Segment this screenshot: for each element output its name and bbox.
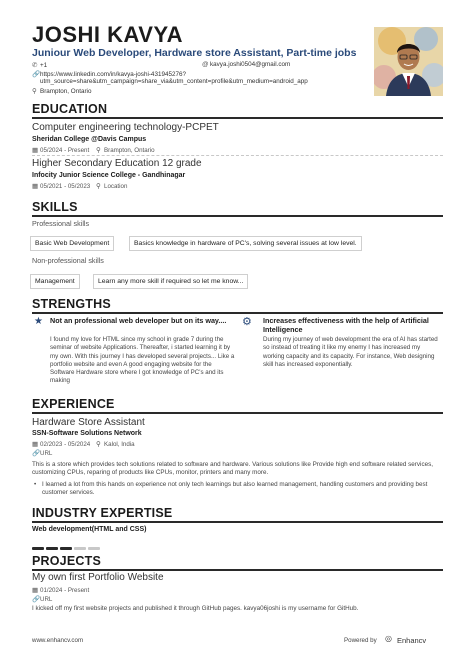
strengths-rule (32, 312, 443, 314)
gears-icon: ⚙ (242, 316, 252, 328)
education-divider (32, 155, 443, 156)
skills-heading: SKILLS (32, 200, 78, 214)
education-degree-2: Higher Secondary Education 12 grade (32, 158, 202, 169)
strength-body-2: During my journey of web development the era of AI has started so instead of treating it like my enemy I has increased my working capacity and its capacity. For instance, Web designing skill has increased exponentially. (263, 336, 438, 368)
education-rule (32, 117, 443, 119)
linkedin-url-line1[interactable]: https://www.linkedin.com/in/kavya-joshi-431945276? (40, 71, 186, 78)
phone-number: +1 (40, 62, 48, 69)
calendar-icon: ▦ (32, 183, 39, 190)
education-school-2: Infocity Junior Science College - Gandhinagar (32, 172, 186, 179)
project-description: I kicked off my first website projects and published it through GitHub pages. kavya06joshi is my username for GitHub. (32, 605, 359, 612)
location-pin-icon: ⚲ (96, 441, 101, 448)
phone-icon: ✆ (32, 62, 38, 69)
phone-contact (32, 61, 47, 69)
strengths-heading: STRENGTHS (32, 297, 111, 311)
industry-heading: INDUSTRY EXPERTISE (32, 506, 173, 520)
skill-tag: Basics knowledge in hardware of PC's, solving several issues at low level. (129, 236, 362, 251)
education-degree-1: Computer engineering technology-PCPET (32, 122, 219, 133)
skills-rule (32, 215, 443, 217)
footer-site[interactable]: www.enhancv.com (32, 637, 84, 644)
location-contact (32, 87, 91, 95)
at-icon: @ (202, 61, 209, 68)
strength-title-2: Increases effectiveness with the help of Artificial Intelligence (263, 316, 429, 334)
location-text: Brampton, Ontario (40, 88, 92, 95)
strength-title-1: Not an professional web developer but on its way.... (50, 316, 227, 325)
projects-heading: PROJECTS (32, 554, 101, 568)
level-segment (46, 547, 58, 550)
education-heading: EDUCATION (32, 102, 108, 116)
project-url[interactable]: 🔗URL (32, 596, 53, 603)
experience-heading: EXPERIENCE (32, 397, 115, 411)
project-name: My own first Portfolio Website (32, 572, 164, 583)
candidate-name: JOSHI KAVYA (32, 22, 183, 47)
email-contact[interactable] (202, 61, 290, 68)
link-icon: 🔗 (32, 596, 41, 603)
education-location-2: ⚲ Location (96, 183, 128, 190)
industry-rule (32, 521, 443, 523)
footer-brand[interactable]: Enhancv (397, 636, 427, 645)
professional-skills-label: Professional skills (32, 219, 90, 228)
level-segment (32, 547, 44, 550)
link-icon: 🔗 (32, 450, 41, 457)
enhancv-logo-icon: ◎ (385, 634, 392, 643)
skill-tag: Basic Web Development (30, 236, 114, 251)
calendar-icon: ▦ (32, 587, 39, 594)
calendar-icon: ▦ (32, 441, 39, 448)
location-pin-icon: ⚲ (96, 183, 101, 190)
footer-powered-by: Powered by (344, 637, 377, 644)
experience-company: SSN-Software Solutions Network (32, 430, 142, 437)
email-address[interactable]: kavya.joshi0504@gmail.com (210, 61, 291, 68)
bullet-dot: • (34, 481, 37, 488)
nonprofessional-skills-label: Non-professional skills (32, 256, 104, 265)
experience-location: ⚲ Kalol, India (96, 441, 135, 448)
education-location-1: ⚲ Brampton, Ontario (96, 147, 155, 154)
link-icon: 🔗 (32, 71, 41, 78)
headline: Juniour Web Developer, Hardware store Assistant, Part-time jobs (32, 47, 357, 59)
experience-url[interactable]: 🔗URL (32, 450, 53, 457)
level-segment (88, 547, 100, 550)
education-school-1: Sheridan College @Davis Campus (32, 136, 147, 143)
experience-bullet: I learned a lot from this hands on experience not only tech learnings but also learned management, handling customers and providing best customer services. (42, 481, 428, 497)
experience-description: This is a store which provides tech solutions related to software and hardware. Various solutions like Provide high end software related services, customizing CPUs, reparing of products like CPUs, monitor, printers and many more. (32, 461, 433, 477)
location-pin-icon: ⚲ (96, 147, 101, 154)
star-icon: ★ (34, 316, 43, 327)
education-dates-1: ▦ 05/2024 - Present (32, 147, 90, 154)
skill-tag: Management (30, 274, 80, 289)
education-dates-2: ▦ 05/2021 - 05/2023 (32, 183, 91, 190)
linkedin-contact[interactable] (32, 70, 186, 78)
level-segment (60, 547, 72, 550)
projects-rule (32, 569, 443, 571)
profile-photo (374, 27, 443, 96)
skill-tag: Learn any more skill if required so let me know... (93, 274, 248, 289)
linkedin-url-line2[interactable]: utm_source=share&utm_campaign=share_via&utm_content=profile&utm_medium=android_app (40, 78, 308, 85)
strength-body-1: I found my love for HTML since my school in grade 7 during the seminar of website Applications. Thereafter, i started learning it by my own. With this journey I has developed several projects... Like a portfolio website and even A good engaging website for the Software Hardware store where I got knowledge of PC's and its making (50, 336, 235, 385)
expertise-skill: Web development(HTML and CSS) (32, 526, 147, 533)
experience-role: Hardware Store Assistant (32, 417, 145, 428)
level-segment (74, 547, 86, 550)
expertise-level-bar (32, 537, 102, 555)
location-pin-icon: ⚲ (32, 88, 37, 95)
calendar-icon: ▦ (32, 147, 39, 154)
experience-dates: ▦ 02/2023 - 05/2024 (32, 441, 91, 448)
project-dates: ▦ 01/2024 - Present (32, 587, 90, 594)
experience-rule (32, 412, 443, 414)
